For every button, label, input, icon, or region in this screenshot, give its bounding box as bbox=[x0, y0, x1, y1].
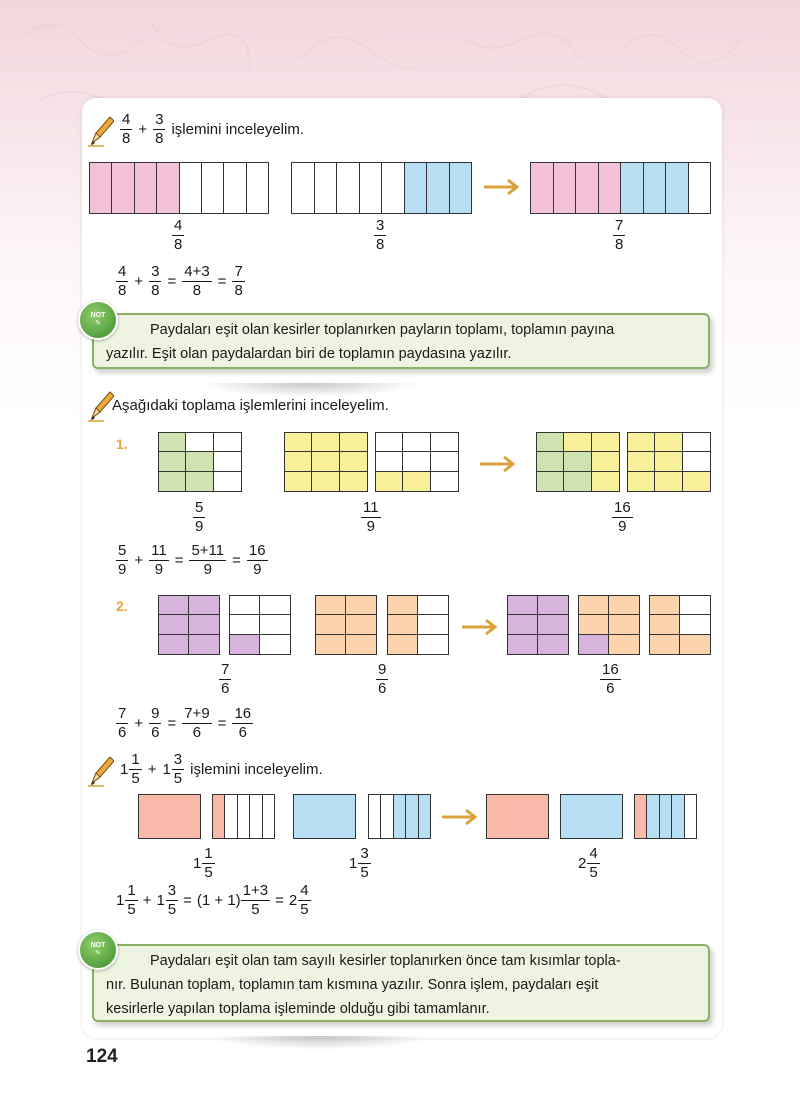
example-1-label: 1. bbox=[116, 436, 128, 452]
arrow-right-icon bbox=[460, 618, 500, 636]
strip-3-of-8 bbox=[291, 162, 472, 214]
section2-title: Aşağıdaki toplama işlemlerini inceleyelim. bbox=[88, 388, 389, 422]
info-badge-icon: NOT ✎ bbox=[78, 300, 118, 340]
section1-equation: $\frac{4}{8}$ + $\frac{3}{8}$ = $\frac{4+3}{8}$ = $\frac{7}{8}$ bbox=[118, 263, 243, 299]
mixed-1-1-5: 1 $\frac{1}{5}$ bbox=[193, 845, 213, 881]
grid-5-of-9 bbox=[158, 432, 242, 492]
grid-2-of-9 bbox=[375, 432, 459, 492]
fraction: $\frac{4}{8}$ bbox=[122, 111, 131, 147]
whole-block-1 bbox=[138, 794, 201, 839]
strip2-fraction: $\frac{3}{8}$ bbox=[376, 217, 385, 253]
ex1-fraction-2: $\frac{11}{9}$ bbox=[363, 499, 379, 535]
result-whole-block-1 bbox=[486, 794, 549, 839]
result-whole-block-2 bbox=[560, 794, 623, 839]
section3-equation: 1 $\frac{1}{5}$ + 1 $\frac{3}{5}$ = (1 + 1) $\frac{1+3}{5}$ = 2 $\frac{4}{5}$ bbox=[116, 882, 309, 918]
pencil-icon bbox=[88, 388, 114, 422]
strip-3-of-5 bbox=[368, 794, 431, 839]
example-2-label: 2. bbox=[116, 598, 128, 614]
ex2-fraction-3: $\frac{16}{6}$ bbox=[602, 661, 619, 697]
grid-result-e bbox=[649, 595, 711, 655]
fraction: $\frac{3}{8}$ bbox=[155, 111, 164, 147]
rule-note-2: Paydaları eşit olan tam sayılı kesirler toplanırken önce tam kısımlar topla- nır. Bulunan toplam, toplamın tam kısmına yazılır. Sonra işlem, paydaları eşit kesirlerle yapılan toplama işleminde olduğu gibi tamamlanır. bbox=[92, 944, 710, 1022]
arrow-right-icon bbox=[482, 178, 522, 196]
pencil-icon bbox=[88, 113, 114, 147]
grid-6-of-6-orange bbox=[315, 595, 377, 655]
info-badge-icon: NOT ✎ bbox=[78, 930, 118, 970]
section3-title: 1 $\frac{1}{5}$ + 1 $\frac{3}{5}$ işlemini inceleyelim. bbox=[88, 752, 323, 787]
grid-6-of-6 bbox=[158, 595, 220, 655]
grid-result-b bbox=[627, 432, 711, 492]
strip3-fraction: $\frac{7}{8}$ bbox=[615, 217, 624, 253]
strip1-fraction: $\frac{4}{8}$ bbox=[174, 217, 183, 253]
whole-block-2 bbox=[293, 794, 356, 839]
title-text: işlemini inceleyelim. bbox=[171, 121, 304, 138]
ex1-equation: $\frac{5}{9}$ + $\frac{11}{9}$ = $\frac{5+11}{9}$ = $\frac{16}{9}$ bbox=[118, 542, 266, 578]
arrow-right-icon bbox=[440, 808, 480, 826]
rule-note-1: Paydaları eşit olan kesirler toplanırken payların toplamı, toplamın payına yazılır. Eşit olan paydalardan biri de toplamın paydasına yazılır. bbox=[92, 313, 710, 369]
ex1-fraction-1: $\frac{5}{9}$ bbox=[195, 499, 204, 535]
arrow-right-icon bbox=[478, 455, 518, 473]
ex1-fraction-3: $\frac{16}{9}$ bbox=[614, 499, 631, 535]
section1-title: $\frac{4}{8}$ + $\frac{3}{8}$ işlemini inceleyelim. bbox=[88, 112, 304, 147]
grid-result-a bbox=[536, 432, 620, 492]
grid-3-of-6 bbox=[387, 595, 449, 655]
grid-result-d bbox=[578, 595, 640, 655]
strip-7-of-8 bbox=[530, 162, 711, 214]
grid-result-c bbox=[507, 595, 569, 655]
mixed-2-4-5: 2 $\frac{4}{5}$ bbox=[578, 845, 598, 881]
ex2-fraction-2: $\frac{9}{6}$ bbox=[378, 661, 387, 697]
section-divider bbox=[210, 1036, 430, 1050]
grid-9-of-9 bbox=[284, 432, 368, 492]
grid-1-of-6 bbox=[229, 595, 291, 655]
pencil-icon bbox=[88, 753, 114, 787]
strip-4-of-5 bbox=[634, 794, 697, 839]
page-number: 124 bbox=[86, 1046, 118, 1067]
ex2-equation: $\frac{7}{6}$ + $\frac{9}{6}$ = $\frac{7+9}{6}$ = $\frac{16}{6}$ bbox=[118, 705, 252, 741]
mixed-1-3-5: 1 $\frac{3}{5}$ bbox=[349, 845, 369, 881]
strip-1-of-5 bbox=[212, 794, 275, 839]
strip-4-of-8 bbox=[89, 162, 269, 214]
ex2-fraction-1: $\frac{7}{6}$ bbox=[221, 661, 230, 697]
